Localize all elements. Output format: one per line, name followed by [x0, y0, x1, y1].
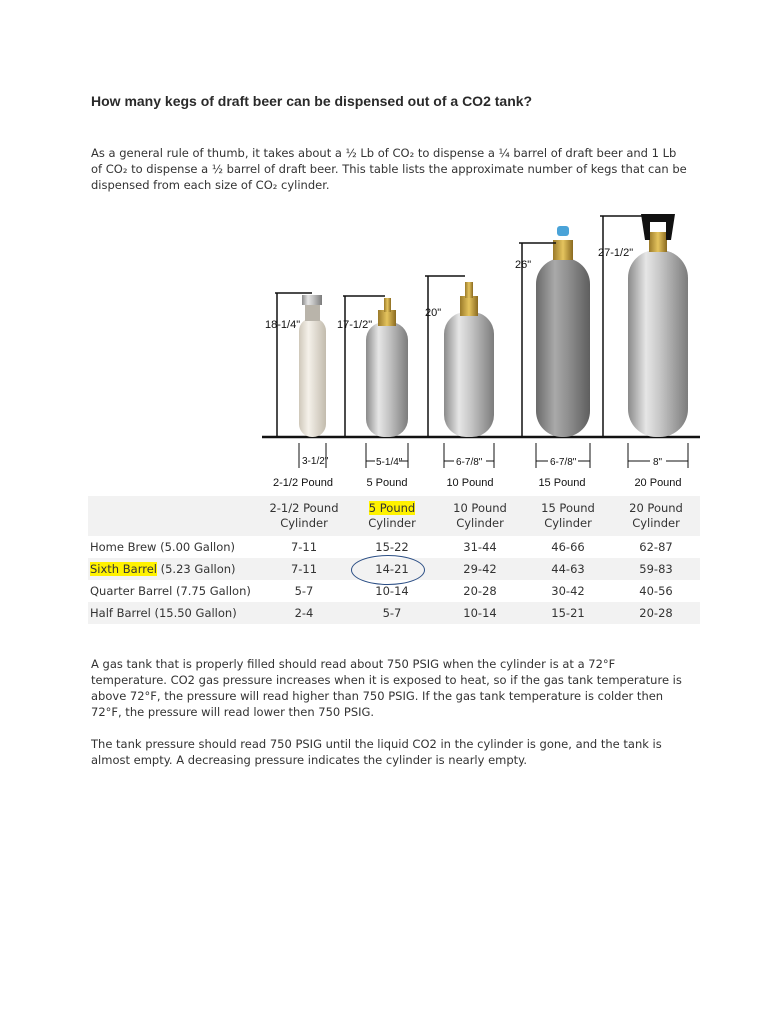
- table-cell: 62-87: [639, 540, 673, 554]
- column-header: 15 Pound Cylinder: [524, 496, 612, 536]
- table-cell: 15-22: [375, 540, 409, 554]
- highlighted-text: Sixth Barrel: [90, 562, 157, 576]
- empty-tank-paragraph: The tank pressure should read 750 PSIG until the liquid CO2 in the cylinder is gone, and the tank is almost empty. A decreasing pressure indicates the cylinder is nearly empty.: [91, 737, 662, 767]
- header-corner: [88, 496, 260, 536]
- cylinder-caption: 2-1/2 Pound: [273, 477, 333, 489]
- cylinder-2-5-pound: [275, 293, 326, 437]
- circled-value: 14-21: [375, 562, 409, 576]
- table-cell: 2-4: [260, 602, 348, 624]
- table-cell: 7-11: [290, 540, 318, 554]
- cylinder-caption: 20 Pound: [634, 477, 682, 489]
- cylinder-10-pound: [425, 276, 494, 437]
- cylinder-5-pound: [343, 296, 408, 437]
- row-label: Half Barrel (15.50 Gallon): [88, 602, 260, 624]
- table-row: [88, 602, 700, 624]
- pressure-paragraph: A gas tank that is properly filled should read about 750 PSIG when the cylinder is at a 72°F temperature. CO2 gas pressure increases when it is exposed to heat, so if the gas tank temperature is above 72°F, the pressure will read higher than 750 PSIG. If the gas tank temperature is colder then 72°F, the pressure will read lower then 750 PSIG.: [91, 657, 682, 719]
- cylinder-15-pound: [519, 226, 590, 437]
- table-cell: 29-42: [436, 558, 524, 580]
- table-cell: 44-63: [524, 558, 612, 580]
- table-cell: 46-66: [551, 540, 585, 554]
- table-cell: 15-21: [524, 602, 612, 624]
- highlighted-text: 5 Pound: [368, 501, 416, 515]
- cylinder-caption: 10 Pound: [446, 477, 494, 489]
- table-cell: 31-44: [463, 540, 497, 554]
- column-header: 10 Pound Cylinder: [436, 496, 524, 536]
- column-header: 5 Pound Cylinder: [348, 496, 436, 536]
- table-cell: 7-11: [260, 558, 348, 580]
- cylinder-size-figure: [0, 205, 768, 495]
- intro-paragraph: As a general rule of thumb, it takes about a ½ Lb of CO₂ to dispense a ¼ barrel of draft beer and 1 Lb of CO₂ to dispense a ½ barrel of draft beer. This table lists the approximate number of kegs that can be dispensed from each size of CO₂ cylinder.: [91, 146, 687, 192]
- cylinder-width-label: 3-1/2": [302, 456, 329, 467]
- cylinder-width-label: 6-7/8": [456, 457, 483, 468]
- column-header: 2-1/2 Pound Cylinder: [260, 496, 348, 536]
- table-row: [88, 558, 700, 580]
- table-cell: 10-14: [375, 584, 409, 598]
- table-cell: 40-56: [639, 584, 673, 598]
- row-label: Home Brew (5.00 Gallon): [90, 540, 236, 554]
- cylinder-height-label: 27-1/2": [598, 247, 634, 259]
- table-cell: 20-28: [612, 602, 700, 624]
- column-header: 20 Pound Cylinder: [612, 496, 700, 536]
- table-cell: 5-7: [348, 602, 436, 624]
- cylinder-caption: 15 Pound: [538, 477, 586, 489]
- cylinder-height-label: 20": [425, 307, 442, 319]
- table-cell: 59-83: [612, 558, 700, 580]
- table-cell: [348, 558, 436, 580]
- page-title: How many kegs of draft beer can be dispensed out of a CO2 tank?: [91, 93, 533, 109]
- table-header-row: [88, 496, 700, 536]
- cylinder-height-label: 26": [515, 259, 532, 271]
- row-label: Quarter Barrel (7.75 Gallon): [90, 584, 251, 598]
- cylinder-caption: 5 Pound: [366, 477, 408, 489]
- cylinder-width-label: 5-1/4": [376, 457, 403, 468]
- table-cell: 10-14: [436, 602, 524, 624]
- row-label: Sixth Barrel (5.23 Gallon): [88, 558, 260, 580]
- table-cell: 30-42: [551, 584, 585, 598]
- cylinder-height-label: 18-1/4": [265, 319, 301, 331]
- cylinder-width-label: 8": [653, 457, 663, 468]
- kegs-per-cylinder-table: [88, 496, 700, 624]
- cylinder-width-label: 6-7/8": [550, 457, 577, 468]
- cylinder-height-label: 17-1/2": [337, 319, 373, 331]
- table-cell: 5-7: [294, 584, 314, 598]
- table-cell: 20-28: [463, 584, 497, 598]
